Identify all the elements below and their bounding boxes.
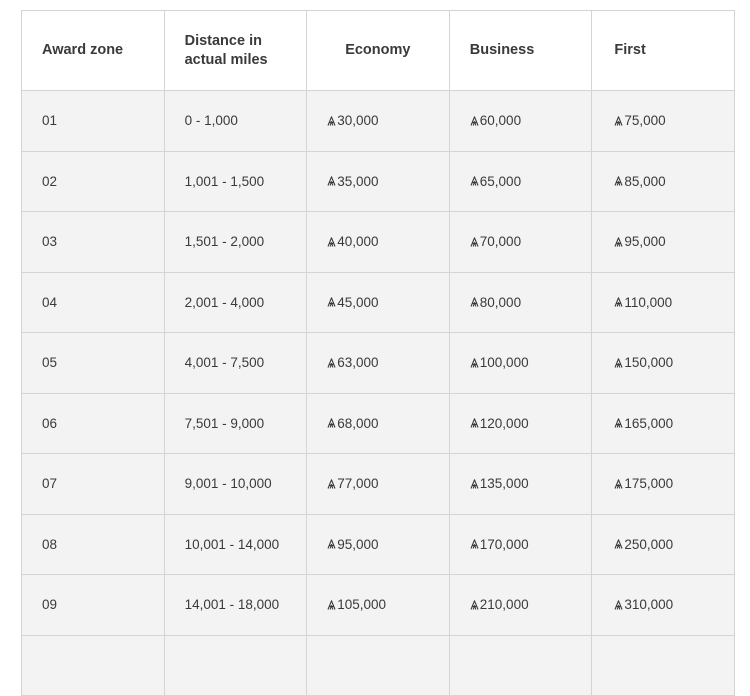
- avios-points-icon: [614, 237, 623, 247]
- award-chart: [21, 10, 735, 696]
- cell-business-value: 120,000: [479, 415, 529, 431]
- avios-points-icon: [327, 116, 336, 126]
- cell-business: [449, 272, 592, 333]
- avios-points-icon: [470, 358, 479, 368]
- cell-economy-value: 40,000: [337, 234, 379, 249]
- cell-economy: [307, 333, 450, 394]
- header-distance: Distance in actual miles: [164, 11, 307, 91]
- avios-points-icon: [614, 418, 623, 428]
- cell-business: [449, 575, 592, 636]
- avios-points-icon: [327, 600, 336, 610]
- table-row: [22, 212, 735, 273]
- cell-distance: 10,001 - 14,000: [164, 514, 307, 575]
- avios-points-icon: [470, 116, 479, 126]
- avios-points-icon: [470, 237, 479, 247]
- cell-zone: 03: [22, 212, 165, 273]
- cell-distance: 2,001 - 4,000: [164, 272, 307, 333]
- cell-business: [449, 393, 592, 454]
- table-header-row: [22, 11, 735, 91]
- cell-business-value: 210,000: [479, 597, 529, 612]
- avios-points-icon: [470, 600, 479, 610]
- cell-first-value: 165,000: [624, 415, 674, 431]
- avios-points-icon: [614, 176, 623, 186]
- table-row: [22, 151, 735, 212]
- table-row: [22, 454, 735, 515]
- header-economy: Economy: [307, 11, 450, 91]
- cell-distance: 14,001 - 18,000: [164, 575, 307, 636]
- cell-economy-value: 30,000: [337, 113, 379, 128]
- cell-first: [592, 212, 735, 273]
- table-row: [22, 514, 735, 575]
- cell-zone: 09: [22, 575, 165, 636]
- cell-first: [592, 91, 735, 152]
- table-body: [22, 91, 735, 696]
- avios-points-icon: [614, 479, 623, 489]
- avios-points-icon: [327, 237, 336, 247]
- cell-business: [449, 212, 592, 273]
- cell-economy-value: 105,000: [337, 597, 386, 612]
- cell-business-value: 65,000: [479, 173, 522, 189]
- cell-zone: 06: [22, 393, 165, 454]
- cell-economy-value: 77,000: [337, 476, 379, 491]
- table-row: [22, 635, 735, 696]
- cell-economy: [307, 91, 450, 152]
- avios-points-icon: [470, 479, 479, 489]
- cell-business-value: 135,000: [479, 476, 529, 491]
- cell-economy-value: 45,000: [337, 294, 379, 310]
- cell-first-value: 150,000: [624, 355, 674, 370]
- cell-first-value: 95,000: [624, 234, 666, 249]
- table-row: [22, 272, 735, 333]
- cell-distance: [164, 635, 307, 696]
- header-first: First: [592, 11, 735, 91]
- cell-zone: 07: [22, 454, 165, 515]
- cell-distance: 7,501 - 9,000: [164, 393, 307, 454]
- avios-points-icon: [470, 297, 479, 307]
- cell-first: [592, 514, 735, 575]
- cell-business: [449, 91, 592, 152]
- cell-economy-value: 63,000: [337, 355, 379, 370]
- avios-points-icon: [327, 539, 336, 549]
- cell-business: [449, 514, 592, 575]
- header-business: Business: [449, 11, 592, 91]
- cell-business-value: 60,000: [479, 113, 522, 128]
- cell-economy: [307, 393, 450, 454]
- header-award-zone: Award zone: [22, 11, 165, 91]
- avios-points-icon: [614, 358, 623, 368]
- avios-points-icon: [327, 176, 336, 186]
- table-row: [22, 393, 735, 454]
- cell-business-value: 170,000: [479, 536, 529, 552]
- cell-first: [592, 272, 735, 333]
- cell-first-value: 310,000: [624, 597, 674, 612]
- cell-distance: 4,001 - 7,500: [164, 333, 307, 394]
- cell-first: [592, 393, 735, 454]
- cell-economy: [307, 272, 450, 333]
- cell-economy: [307, 575, 450, 636]
- cell-zone: 02: [22, 151, 165, 212]
- cell-economy: [307, 212, 450, 273]
- cell-first-value: 250,000: [624, 536, 674, 552]
- avios-points-icon: [470, 539, 479, 549]
- cell-distance: 9,001 - 10,000: [164, 454, 307, 515]
- cell-first: [592, 635, 735, 696]
- avios-points-icon: [327, 479, 336, 489]
- cell-distance: 1,001 - 1,500: [164, 151, 307, 212]
- cell-first: [592, 454, 735, 515]
- cell-economy: [307, 151, 450, 212]
- cell-first: [592, 151, 735, 212]
- cell-economy: [307, 514, 450, 575]
- avios-points-icon: [327, 418, 336, 428]
- table-row: [22, 575, 735, 636]
- avios-points-icon: [614, 297, 623, 307]
- cell-economy: [307, 454, 450, 515]
- avios-points-icon: [614, 116, 623, 126]
- cell-distance: 0 - 1,000: [164, 91, 307, 152]
- cell-economy-value: 35,000: [337, 173, 379, 189]
- cell-first-value: 175,000: [624, 476, 674, 491]
- cell-zone: 04: [22, 272, 165, 333]
- cell-first-value: 110,000: [624, 294, 673, 310]
- avios-points-icon: [470, 176, 479, 186]
- cell-business-value: 100,000: [479, 355, 529, 370]
- cell-business: [449, 333, 592, 394]
- award-zone-table: [21, 10, 735, 696]
- cell-business: [449, 635, 592, 696]
- cell-first: [592, 333, 735, 394]
- cell-economy: [307, 635, 450, 696]
- cell-zone: 05: [22, 333, 165, 394]
- avios-points-icon: [327, 297, 336, 307]
- cell-business-value: 80,000: [479, 294, 522, 310]
- cell-economy-value: 95,000: [337, 536, 379, 552]
- avios-points-icon: [470, 418, 479, 428]
- avios-points-icon: [614, 600, 623, 610]
- cell-first: [592, 575, 735, 636]
- cell-first-value: 75,000: [624, 113, 666, 128]
- avios-points-icon: [327, 358, 336, 368]
- cell-first-value: 85,000: [624, 173, 666, 189]
- cell-zone: 01: [22, 91, 165, 152]
- table-row: [22, 91, 735, 152]
- cell-business: [449, 151, 592, 212]
- cell-zone: 08: [22, 514, 165, 575]
- avios-points-icon: [614, 539, 623, 549]
- table-row: [22, 333, 735, 394]
- cell-business-value: 70,000: [479, 234, 522, 249]
- cell-distance: 1,501 - 2,000: [164, 212, 307, 273]
- cell-economy-value: 68,000: [337, 415, 379, 431]
- cell-business: [449, 454, 592, 515]
- cell-zone: [22, 635, 165, 696]
